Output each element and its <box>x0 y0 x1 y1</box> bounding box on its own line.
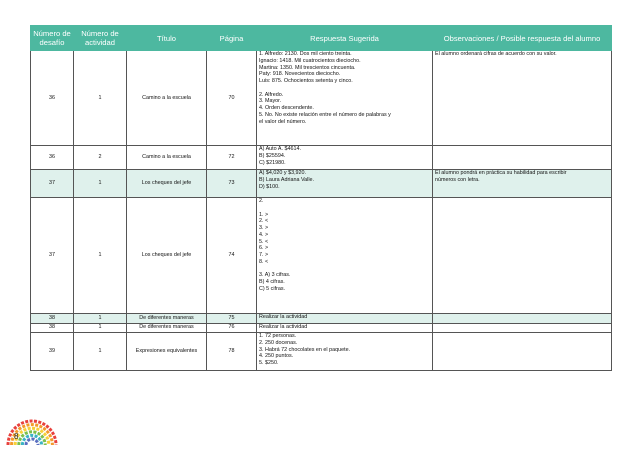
cell-titulo: Expresiones equivalentes <box>127 333 207 371</box>
cell-respuesta-sugerida <box>257 170 433 198</box>
cell-pagina: 78 <box>207 333 257 371</box>
cell-titulo: Los cheques del jefe <box>127 198 207 314</box>
cell-numero-actividad: 2 <box>74 146 127 170</box>
text-line: El alumno pondrá en práctica su habilidad para escribir <box>435 170 567 176</box>
cell-titulo: De diferentes maneras <box>127 323 207 333</box>
text-line: 5. $250. <box>259 360 279 366</box>
text-line: C) $21980. <box>259 159 286 166</box>
text-line: 3. > <box>259 225 269 231</box>
cell-observaciones <box>433 51 612 146</box>
text-line: D) $100. <box>259 183 280 190</box>
text-line: B) Laura Adriana Valle. <box>259 176 315 183</box>
text-line: el valor del número. <box>259 118 307 125</box>
text-line: 6. > <box>259 245 269 252</box>
text-line: 2. < <box>259 218 269 225</box>
cell-numero-actividad: 1 <box>74 170 127 198</box>
cell-pagina: 74 <box>207 198 257 314</box>
text-line: 5. < <box>259 238 269 245</box>
cell-numero-desafio: 36 <box>31 146 74 170</box>
cell-respuesta-sugerida <box>257 333 433 371</box>
text-line: Ignacio: 1418. Mil cuatrocientos dieciocho. <box>259 57 361 64</box>
table-row <box>31 333 612 371</box>
cell-titulo: Camino a la escuela <box>127 146 207 170</box>
table-row <box>31 146 612 170</box>
cell-numero-actividad: 1 <box>74 333 127 371</box>
text-line: 4. 250 puntos. <box>259 353 294 360</box>
cell-numero-actividad: 1 <box>74 198 127 314</box>
answers-table <box>30 25 612 371</box>
cell-observaciones <box>433 170 612 198</box>
text-line: B) $25594. <box>259 152 286 159</box>
text-line: 4. Orden descendente. <box>259 105 314 111</box>
text-line: A) $4,020 y $3,920. <box>259 170 307 176</box>
cell-numero-desafio: 36 <box>31 51 74 146</box>
text-line <box>259 85 430 92</box>
cell-numero-actividad: 1 <box>74 314 127 324</box>
cell-respuesta-sugerida <box>257 323 433 333</box>
cell-titulo: Los cheques del jefe <box>127 170 207 198</box>
text-line: 3. A) 3 cifras. <box>259 272 291 279</box>
cell-numero-actividad: 1 <box>74 51 127 146</box>
cell-respuesta-sugerida <box>257 314 433 324</box>
cell-pagina: 72 <box>207 146 257 170</box>
cell-respuesta-sugerida <box>257 51 433 146</box>
table-row <box>31 314 612 324</box>
text-line: A) Auto A. $4614. <box>259 146 301 152</box>
cell-pagina: 76 <box>207 323 257 333</box>
cell-pagina: 70 <box>207 51 257 146</box>
text-line: 2. <box>259 198 264 204</box>
text-line: 5. No. No existe relación entre el número de palabras y <box>259 111 391 118</box>
cell-titulo: De diferentes maneras <box>127 314 207 324</box>
table-row <box>31 323 612 333</box>
cell-numero-desafio: 38 <box>31 314 74 324</box>
cell-observaciones <box>433 314 612 324</box>
text-line: 1. > <box>259 211 269 218</box>
text-line: Luis: 875. Ochocientos setenta y cinco. <box>259 78 353 84</box>
text-line: 1. 72 personas. <box>259 333 297 339</box>
cell-numero-actividad: 1 <box>74 323 127 333</box>
text-line: 1. Alfredo: 2130. Dos mil ciento treinta. <box>259 51 352 57</box>
text-line: 2. Alfredo. <box>259 91 284 98</box>
cell-pagina: 75 <box>207 314 257 324</box>
page-number: 8 <box>14 432 19 441</box>
logo-arc <box>26 439 38 445</box>
cell-numero-desafio: 37 <box>31 170 74 198</box>
text-line <box>259 266 430 273</box>
text-line: El alumno ordenará cifras de acuerdo con su valor. <box>435 51 557 57</box>
table-row <box>31 51 612 146</box>
table-header-row <box>31 26 612 51</box>
cell-observaciones <box>433 333 612 371</box>
cell-observaciones <box>433 146 612 170</box>
text-line: 4. > <box>259 231 269 238</box>
text-line: números con letra. <box>435 176 480 183</box>
table-row <box>31 198 612 314</box>
header-numero-actividad: Número de actividad <box>74 26 127 51</box>
text-line: 8. < <box>259 258 269 265</box>
text-line: 2. 250 docenas. <box>259 339 298 346</box>
text-line: B) 4 cifras. <box>259 279 285 285</box>
text-line: 3. Mayor. <box>259 98 282 105</box>
header-titulo: Título <box>127 26 207 51</box>
header-respuesta-sugerida: Respuesta Sugerida <box>257 26 433 51</box>
header-observaciones: Observaciones / Posible respuesta del alumno <box>433 26 612 51</box>
text-line: 3. Habrá 72 chocolates en el paquete. <box>259 346 351 353</box>
header-numero-desafio: Número de desafío <box>31 26 74 51</box>
header-pagina: Página <box>207 26 257 51</box>
table-row <box>31 170 612 198</box>
text-line <box>259 205 430 212</box>
cell-respuesta-sugerida <box>257 198 433 314</box>
text-line: Martina: 1350. Mil trescientos cincuenta. <box>259 64 356 71</box>
cell-numero-desafio: 38 <box>31 323 74 333</box>
text-line: Paty: 918. Novecientos dieciocho. <box>259 71 341 78</box>
cell-titulo: Camino a la escuela <box>127 51 207 146</box>
cell-pagina: 73 <box>207 170 257 198</box>
text-line: Realizar la actividad <box>259 314 308 320</box>
cell-numero-desafio: 39 <box>31 333 74 371</box>
rainbow-logo <box>4 405 60 449</box>
cell-numero-desafio: 37 <box>31 198 74 314</box>
cell-respuesta-sugerida <box>257 146 433 170</box>
text-line: C) 5 cifras. <box>259 285 286 292</box>
cell-observaciones <box>433 198 612 314</box>
text-line: Realizar la actividad <box>259 323 308 330</box>
text-line: 7. > <box>259 252 269 258</box>
cell-observaciones <box>433 323 612 333</box>
